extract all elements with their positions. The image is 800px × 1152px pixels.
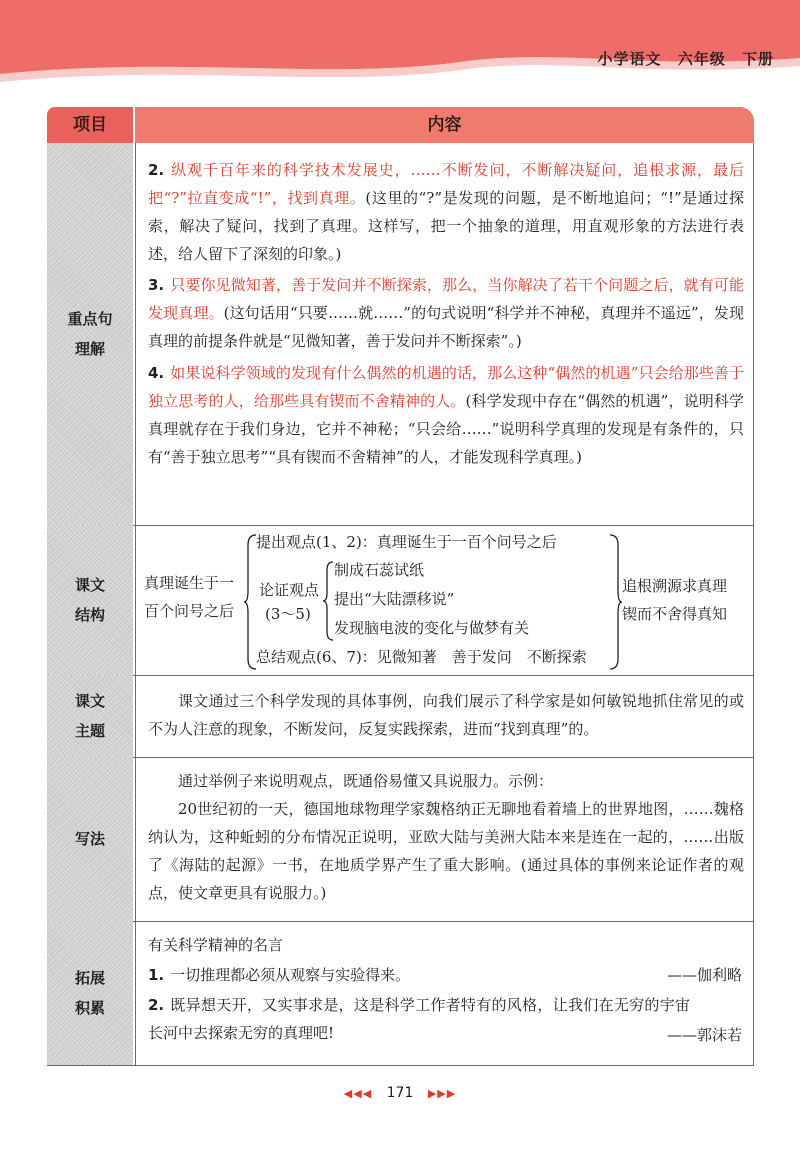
right-brace <box>608 533 622 671</box>
header-item <box>47 107 133 143</box>
note-text: (这句话用“只要……就……”的句式说明“科学并不神秘，真理并不遥远”，发现真理的前提条件就是“见微知著，善于发问并不断探索”。) <box>148 304 744 350</box>
extension-content <box>135 921 754 1065</box>
book-subject <box>597 48 774 69</box>
grade-label: 六年级 <box>677 50 726 68</box>
extension-title: 有关科学精神的名言 <box>148 936 284 954</box>
item-number: 2. <box>148 996 165 1014</box>
theme-text: 课文通过三个科学发现的具体事例，向我们展示了科学家是如何敏锐地抓住常见的或不为人注意的现象，不断发问，反复实践探索，进而“找到真理”的。 <box>148 692 744 738</box>
row-label-writing <box>47 757 133 921</box>
row-label-key-sentences <box>47 143 133 525</box>
quote-galileo <box>148 961 744 989</box>
sub-point-litmus: 制成石蕊试纸 <box>334 561 425 579</box>
quote-text: 只要你见微知著，善于发问并不断探索，那么，当你解决了若干个问题之后，就有可能发现真理。 <box>148 276 744 322</box>
top-banner <box>0 0 800 84</box>
quote-text: 纵观千百年来的科学技术发展史，……不断发问，不断解决疑问，追根求源，最后把“?”拉直变成“!”，找到真理。 <box>148 161 744 207</box>
label-line: 写法 <box>74 830 105 848</box>
writing-intro: 通过举例子来说明观点，既通俗易懂又具说服力。示例： <box>178 772 554 790</box>
quote-text: 既异想天开，又实事求是，这是科学工作者特有的风格，让我们在无穷的宇宙长河中去探索无穷的真理吧! <box>148 996 690 1042</box>
label-line: 课文 <box>74 576 105 594</box>
content-table <box>47 107 754 1065</box>
page-footer <box>0 1085 800 1101</box>
conclusion-line1: 追根溯源求真理 <box>622 577 728 595</box>
item-number: 1. <box>148 966 165 984</box>
subject-label: 小学语文 <box>597 50 662 68</box>
label-line: 重点句 <box>67 310 113 328</box>
writing-note: (通过具体的事例来论证作者的观点，使文章更具有说服力。) <box>148 856 744 902</box>
label-line: 理解 <box>74 340 105 358</box>
quote-text: 如果说科学领域的发现有什么偶然的机遇的话，那么这种“偶然的机遇”只会给那些善于独立思考的人，给那些具有锲而不舍精神的人。 <box>148 364 744 410</box>
right-arrows-icon: ▶▶▶ <box>427 1087 457 1100</box>
left-arrows-icon: ◀◀◀ <box>343 1087 373 1100</box>
example-text: 20世纪初的一天，德国地球物理学家魏格纳正无聊地看着墙上的世界地图，……魏格纳认为，这种蚯蚓的分布情况正说明，亚欧大陆与美洲大陆本来是连在一起的，……出版了《海陆的起源》一书，在地质学界产生了重大影响。 <box>148 800 744 874</box>
sub-point-brainwave: 发现脑电波的变化与做梦有关 <box>334 619 530 637</box>
key-sentences-content <box>135 143 754 525</box>
volume-label: 下册 <box>741 50 774 68</box>
sub-point-drift: 提出“大陆漂移说” <box>334 590 455 608</box>
quote-guo-moruo <box>148 991 690 1047</box>
row-structure <box>47 525 754 676</box>
header-content <box>135 107 754 143</box>
point-argue-line1: 论证观点 <box>259 581 320 599</box>
label-line: 积累 <box>74 999 105 1017</box>
label-line: 拓展 <box>74 969 105 987</box>
row-label-structure <box>47 525 133 675</box>
point-argue-line2: (3～5) <box>265 605 311 623</box>
author-guo-moruo: ——郭沫若 <box>666 1026 742 1044</box>
note-text: (科学发现中存在“偶然的机遇”，说明科学真理就存在于我们身边，它并不神秘；“只会给……”说明科学真理的发现是有条件的，只有“善于独立思考”“具有锲而不舍精神”的人，才能发现科学真理。) <box>148 392 744 466</box>
writing-content <box>135 757 754 921</box>
note-text: (这里的“?”是发现的问题，是不断地追问；“!”是通过探索，解决了疑问，找到了真理。这样写，把一个抽象的道理，用直观形象的方法进行表述，给人留下了深刻的印象。) <box>148 189 744 263</box>
conclusion-line2: 锲而不舍得真知 <box>622 605 728 623</box>
point-summary: 总结观点(6、7)：见微知著 善于发问 不断探索 <box>256 648 587 666</box>
theme-content <box>135 675 754 757</box>
key-sentence-2 <box>148 156 744 268</box>
row-writing <box>47 757 754 922</box>
label-line: 结构 <box>74 606 105 624</box>
row-theme <box>47 675 754 758</box>
page-number: 171 <box>386 1085 414 1101</box>
structure-diagram <box>135 525 754 675</box>
row-extension <box>47 921 754 1066</box>
author-galileo: ——伽利略 <box>666 966 742 984</box>
item-number: 2. <box>148 161 165 179</box>
header-content-label: 内容 <box>427 115 462 135</box>
point-propose: 提出观点(1、2)：真理诞生于一百个问号之后 <box>256 533 557 551</box>
item-number: 3. <box>148 276 165 294</box>
label-line: 主题 <box>74 722 105 740</box>
key-sentence-4 <box>148 359 744 471</box>
key-sentence-3 <box>148 271 744 355</box>
quote-text: 一切推理都必须从观察与实验得来。 <box>170 966 411 984</box>
row-key-sentences <box>47 143 754 526</box>
row-label-theme <box>47 675 133 757</box>
writing-example <box>148 795 744 907</box>
label-line: 课文 <box>74 692 105 710</box>
structure-root-line2: 百个问号之后 <box>144 602 235 620</box>
row-label-extension <box>47 921 133 1065</box>
item-number: 4. <box>148 364 165 382</box>
header-item-label: 项目 <box>73 115 107 135</box>
structure-root-line1: 真理诞生于一 <box>144 574 235 592</box>
